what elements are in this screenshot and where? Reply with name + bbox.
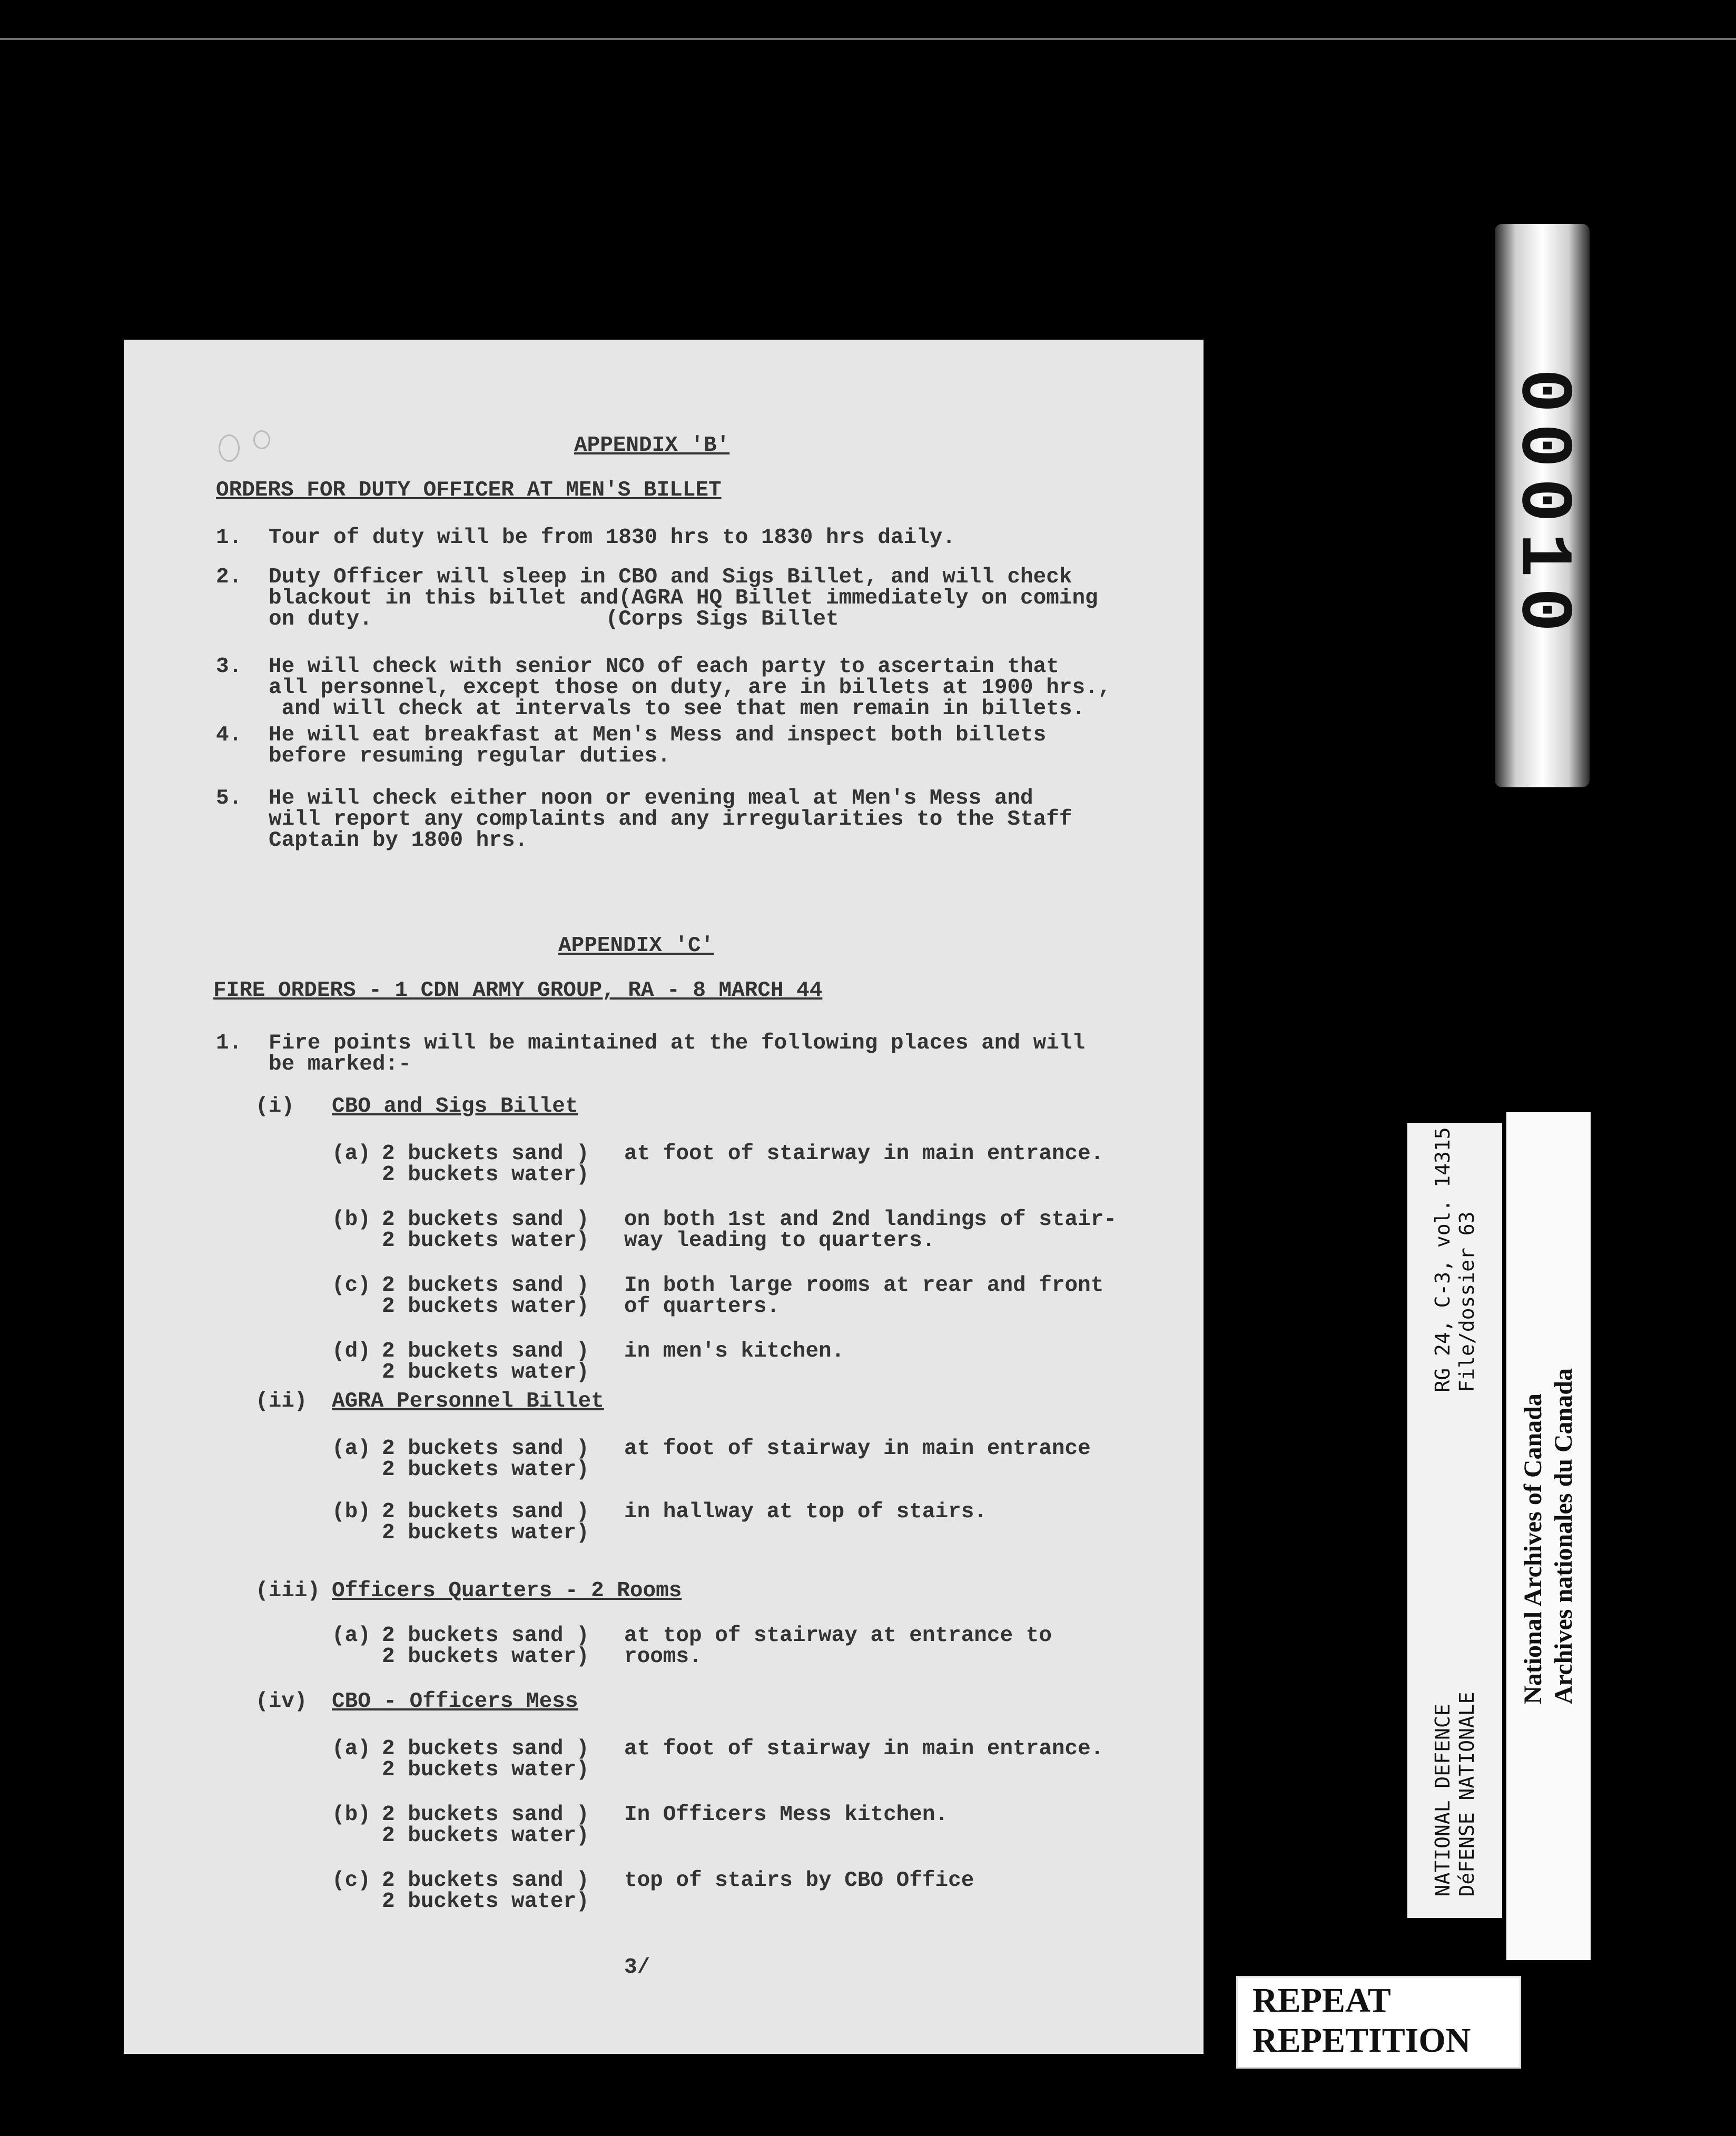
film-edge-line — [0, 38, 1736, 40]
order-item-line: and will check at intervals to see that men remain in billets. — [269, 697, 1086, 721]
order-item-line: He will check with senior NCO of each party to ascertain that — [269, 655, 1059, 679]
entry-letter: (a) — [332, 1142, 371, 1166]
archive-reference: RG 24, C-3, vol. 14315 File/dossier 63 — [1431, 1127, 1478, 1392]
order-item-number: 3. — [216, 655, 242, 679]
entry-letter: (a) — [332, 1624, 371, 1648]
entry-sand-buckets: 2 buckets sand ) — [382, 1339, 589, 1363]
entry-water-buckets: 2 buckets water) — [382, 1824, 589, 1848]
entry-location: In Officers Mess kitchen. — [624, 1803, 949, 1827]
entry-letter: (c) — [332, 1273, 371, 1298]
entry-letter: (a) — [332, 1737, 371, 1761]
entry-water-buckets: 2 buckets water) — [382, 1521, 589, 1545]
appendix-c-intro-number: 1. — [216, 1031, 242, 1055]
appendix-b-heading: APPENDIX 'B' — [574, 433, 730, 458]
section-name: CBO - Officers Mess — [332, 1689, 578, 1714]
repeat-label: REPEAT — [1252, 1981, 1391, 2020]
order-item-number: 2. — [216, 565, 242, 589]
entry-letter: (d) — [332, 1339, 371, 1363]
page-number-marker: 3/ — [624, 1955, 650, 1980]
entry-letter: (a) — [332, 1437, 371, 1461]
entry-water-buckets: 2 buckets water) — [382, 1294, 589, 1319]
section-name: Officers Quarters - 2 Rooms — [332, 1579, 682, 1603]
entry-sand-buckets: 2 buckets sand ) — [382, 1500, 589, 1524]
archive-reference-label — [1407, 1123, 1502, 1918]
order-item-line: all personnel, except those on duty, are in billets at 1900 hrs., — [269, 676, 1111, 700]
entry-water-buckets: 2 buckets water) — [382, 1458, 589, 1482]
entry-location: top of stairs by CBO Office — [624, 1868, 974, 1893]
document-page — [124, 340, 1204, 2054]
appendix-c-title: FIRE ORDERS - 1 CDN ARMY GROUP, RA - 8 MARCH 44 — [213, 978, 823, 1003]
entry-location: at top of stairway at entrance to — [624, 1624, 1052, 1648]
section-number: (iii) — [255, 1579, 321, 1603]
entry-location: In both large rooms at rear and front — [624, 1273, 1104, 1298]
section-name: CBO and Sigs Billet — [332, 1094, 578, 1119]
entry-water-buckets: 2 buckets water) — [382, 1229, 589, 1253]
appendix-c-heading: APPENDIX 'C' — [558, 934, 714, 958]
section-number: (iv) — [255, 1689, 308, 1714]
archives-label — [1506, 1112, 1591, 1960]
order-item-number: 1. — [216, 526, 242, 550]
order-item-line: He will check either noon or evening meal at Men's Mess and — [269, 786, 1033, 810]
entry-water-buckets: 2 buckets water) — [382, 1758, 589, 1782]
repetition-label: REPETITION — [1252, 2021, 1471, 2060]
section-number: (i) — [255, 1094, 294, 1119]
order-item-line: before resuming regular duties. — [269, 744, 670, 768]
entry-location: at foot of stairway in main entrance. — [624, 1737, 1104, 1761]
entry-sand-buckets: 2 buckets sand ) — [382, 1142, 589, 1166]
entry-location: at foot of stairway in main entrance. — [624, 1142, 1104, 1166]
entry-sand-buckets: 2 buckets sand ) — [382, 1624, 589, 1648]
fire-orders-intro-line: Fire points will be maintained at the following places and will — [269, 1031, 1086, 1055]
entry-location: in men's kitchen. — [624, 1339, 845, 1363]
frame-counter — [1495, 224, 1590, 787]
entry-location: rooms. — [624, 1645, 702, 1669]
appendix-b-title: ORDERS FOR DUTY OFFICER AT MEN'S BILLET — [216, 478, 722, 502]
archives-name: National Archives of Canada Archives nationales du Canada — [1519, 1368, 1577, 1704]
entry-location: way leading to quarters. — [624, 1229, 935, 1253]
department-name: NATIONAL DEFENCE DéFENSE NATIONALE — [1431, 1692, 1478, 1897]
entry-water-buckets: 2 buckets water) — [382, 1163, 589, 1187]
order-item-line: on duty. (Corps Sigs Billet — [269, 607, 839, 631]
frame-counter-digits: 00010 — [1500, 368, 1584, 643]
entry-sand-buckets: 2 buckets sand ) — [382, 1208, 589, 1232]
entry-water-buckets: 2 buckets water) — [382, 1360, 589, 1385]
order-item-line: will report any complaints and any irregularities to the Staff — [269, 807, 1072, 832]
repeat-stamp — [1236, 1976, 1521, 2069]
order-item-line: Captain by 1800 hrs. — [269, 828, 528, 853]
entry-location: in hallway at top of stairs. — [624, 1500, 987, 1524]
entry-water-buckets: 2 buckets water) — [382, 1645, 589, 1669]
entry-sand-buckets: 2 buckets sand ) — [382, 1803, 589, 1827]
punch-hole-icon — [219, 434, 240, 462]
entry-sand-buckets: 2 buckets sand ) — [382, 1437, 589, 1461]
entry-letter: (b) — [332, 1803, 371, 1827]
order-item-line: He will eat breakfast at Men's Mess and inspect both billets — [269, 723, 1047, 747]
punch-hole-icon — [253, 430, 270, 449]
entry-water-buckets: 2 buckets water) — [382, 1890, 589, 1914]
order-item-number: 5. — [216, 786, 242, 810]
entry-sand-buckets: 2 buckets sand ) — [382, 1737, 589, 1761]
order-item-number: 4. — [216, 723, 242, 747]
entry-location: of quarters. — [624, 1294, 780, 1319]
entry-location: at foot of stairway in main entrance — [624, 1437, 1091, 1461]
section-number: (ii) — [255, 1389, 308, 1413]
entry-location: on both 1st and 2nd landings of stair- — [624, 1208, 1117, 1232]
order-item-line: Duty Officer will sleep in CBO and Sigs Billet, and will check — [269, 565, 1072, 589]
section-name: AGRA Personnel Billet — [332, 1389, 604, 1413]
entry-sand-buckets: 2 buckets sand ) — [382, 1868, 589, 1893]
order-item-line: blackout in this billet and(AGRA HQ Billet immediately on coming — [269, 586, 1098, 610]
order-item-line: Tour of duty will be from 1830 hrs to 1830 hrs daily. — [269, 526, 956, 550]
fire-orders-intro-line: be marked:- — [269, 1052, 411, 1076]
entry-letter: (c) — [332, 1868, 371, 1893]
entry-sand-buckets: 2 buckets sand ) — [382, 1273, 589, 1298]
entry-letter: (b) — [332, 1208, 371, 1232]
entry-letter: (b) — [332, 1500, 371, 1524]
